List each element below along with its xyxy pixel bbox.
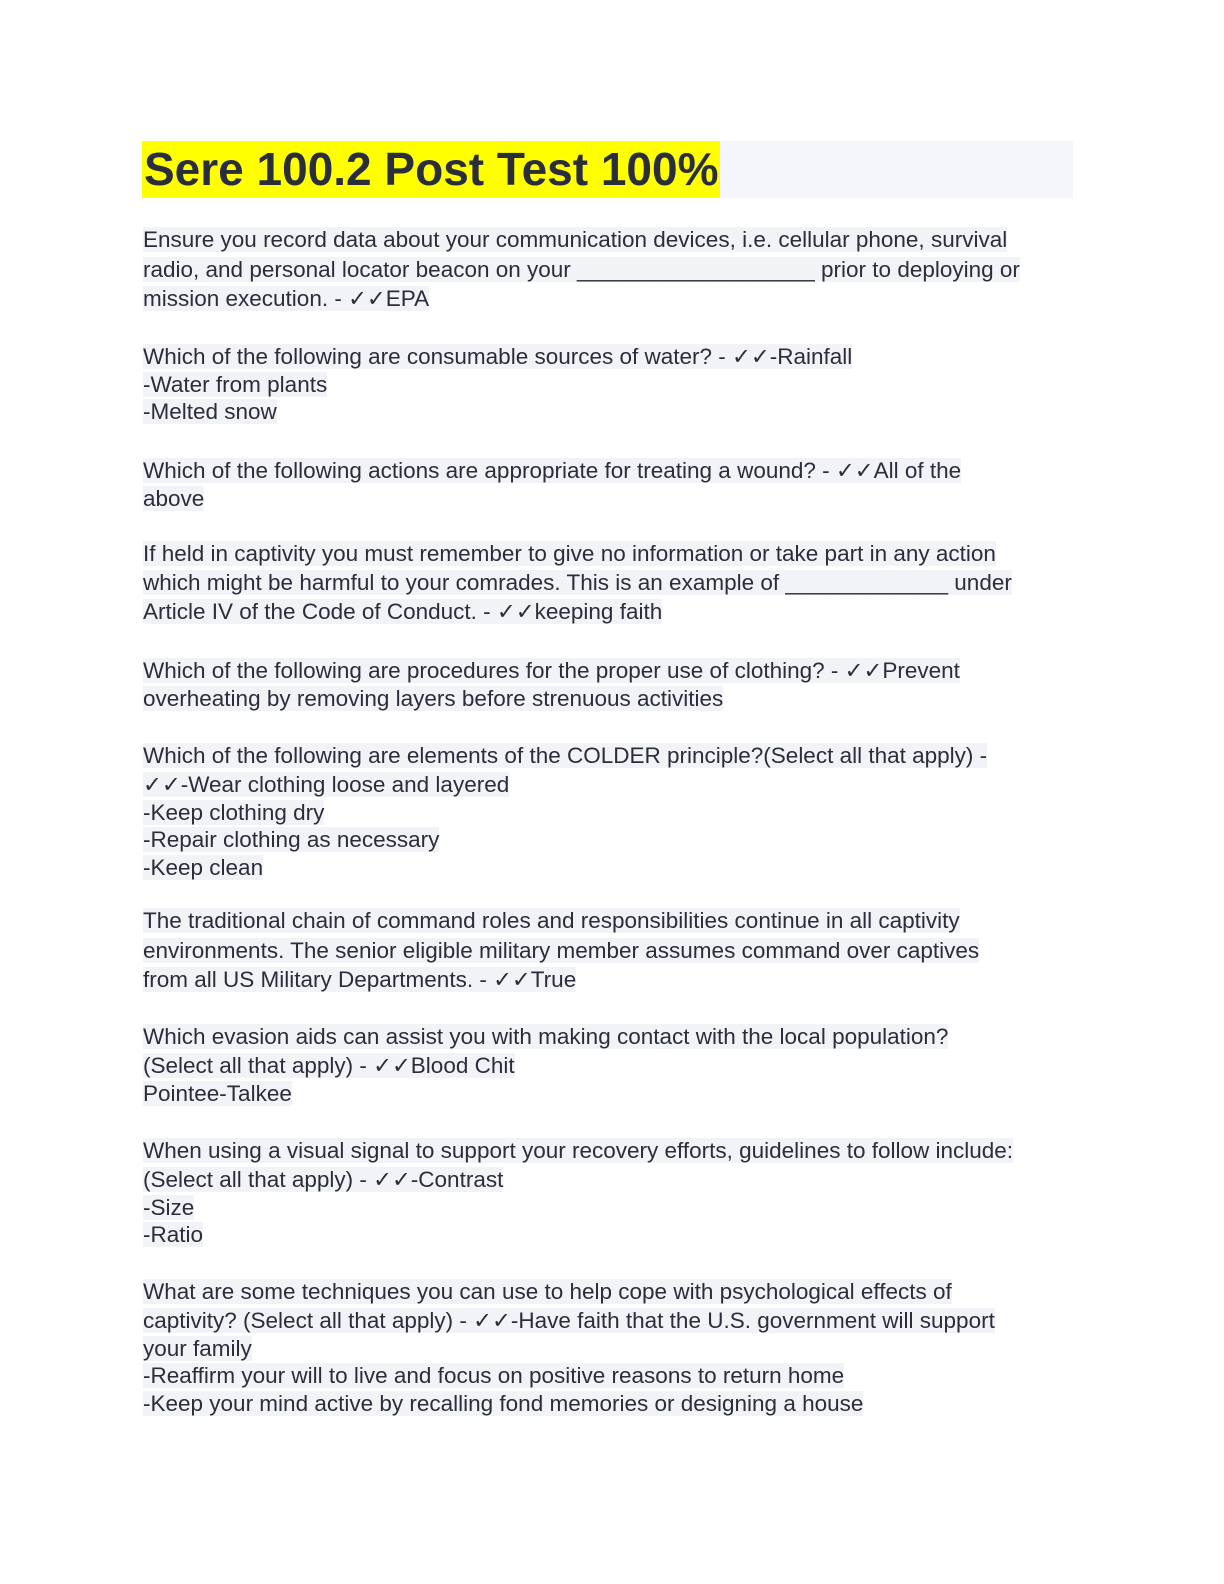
qa-item xyxy=(143,657,1083,713)
qa-item xyxy=(143,1276,1083,1418)
qa-line-text: Which of the following are elements of the COLDER principle?(Select all that apply) - xyxy=(143,743,988,768)
qa-line-text: -Melted snow xyxy=(143,399,277,424)
qa-line-text: environments. The senior eligible military member assumes command over captives xyxy=(143,938,980,963)
qa-line-text: -Water from plants xyxy=(143,372,328,397)
qa-line-text: which might be harmful to your comrades. This is an example of _____________ under xyxy=(143,570,1012,595)
qa-line-text: Which of the following actions are appropriate for treating a wound? - ✓✓All of the xyxy=(143,458,962,483)
qa-item xyxy=(143,343,1083,426)
document-title: Sere 100.2 Post Test 100% xyxy=(142,141,720,198)
qa-line-text: -Repair clothing as necessary xyxy=(143,827,440,852)
qa-line xyxy=(143,371,1083,398)
qa-line xyxy=(143,1021,1083,1052)
qa-line-text: Which of the following are consumable sources of water? - ✓✓-Rainfall xyxy=(143,344,853,369)
qa-line-text: Which evasion aids can assist you with making contact with the local population? xyxy=(143,1024,949,1049)
qa-line-text: your family xyxy=(143,1336,252,1361)
qa-line xyxy=(143,398,1083,426)
qa-item xyxy=(143,1135,1083,1249)
qa-line-text: What are some techniques you can use to help cope with psychological effects of xyxy=(143,1279,952,1304)
qa-line-text: Pointee-Talkee xyxy=(143,1081,292,1106)
qa-line xyxy=(143,1194,1083,1221)
qa-line xyxy=(143,567,1083,598)
qa-line xyxy=(143,771,1083,799)
title-band xyxy=(142,141,1073,198)
qa-line-text: (Select all that apply) - ✓✓Blood Chit xyxy=(143,1053,515,1078)
qa-line-text: overheating by removing layers before strenuous activities xyxy=(143,686,724,711)
qa-line xyxy=(143,1362,1083,1390)
qa-line xyxy=(143,907,1083,935)
qa-line xyxy=(143,285,1083,313)
qa-line-text: -Ratio xyxy=(143,1222,204,1247)
qa-line-text: -Reaffirm your will to live and focus on positive reasons to return home xyxy=(143,1363,845,1388)
qa-line xyxy=(143,343,1083,371)
qa-line xyxy=(143,657,1083,685)
qa-line-text: -Keep clothing dry xyxy=(143,800,325,825)
qa-line xyxy=(143,740,1083,771)
qa-item xyxy=(143,540,1083,626)
qa-item xyxy=(143,457,1083,513)
qa-line xyxy=(143,935,1083,966)
qa-line-text: If held in captivity you must remember to give no information or take part in any action xyxy=(143,541,996,566)
qa-item xyxy=(143,226,1083,313)
qa-line-text: mission execution. - ✓✓EPA xyxy=(143,286,430,311)
qa-line-text: ✓✓-Wear clothing loose and layered xyxy=(143,772,510,797)
qa-line-text: Article IV of the Code of Conduct. - ✓✓keeping faith xyxy=(143,599,663,624)
qa-line xyxy=(143,799,1083,826)
qa-line xyxy=(143,826,1083,854)
qa-item xyxy=(143,907,1083,994)
qa-line-text: radio, and personal locator beacon on your ___________________ prior to deploying or xyxy=(143,257,1020,282)
qa-line xyxy=(143,1276,1083,1307)
qa-line xyxy=(143,226,1083,254)
qa-line xyxy=(143,854,1083,882)
qa-line xyxy=(143,1166,1083,1194)
qa-line xyxy=(143,457,1083,485)
qa-line-text: The traditional chain of command roles and responsibilities continue in all captivity xyxy=(143,908,960,933)
qa-line-text: -Keep your mind active by recalling fond memories or designing a house xyxy=(143,1391,864,1416)
qa-line xyxy=(143,598,1083,626)
qa-line xyxy=(143,1307,1083,1335)
qa-line-text: Ensure you record data about your communication devices, i.e. cellular phone, survival xyxy=(143,227,1008,252)
qa-line xyxy=(143,1080,1083,1108)
qa-line xyxy=(143,254,1083,285)
qa-item xyxy=(143,740,1083,882)
qa-line-text: above xyxy=(143,486,205,511)
qa-line-text: captivity? (Select all that apply) - ✓✓-Have faith that the U.S. government will support xyxy=(143,1308,995,1333)
qa-line-text: (Select all that apply) - ✓✓-Contrast xyxy=(143,1167,504,1192)
qa-line xyxy=(143,1052,1083,1080)
qa-line xyxy=(143,1390,1083,1418)
qa-item xyxy=(143,1021,1083,1108)
qa-line xyxy=(143,1335,1083,1362)
qa-line xyxy=(143,1221,1083,1249)
qa-line-text: Which of the following are procedures for the proper use of clothing? - ✓✓Prevent xyxy=(143,658,960,683)
qa-line xyxy=(143,685,1083,713)
qa-line xyxy=(143,485,1083,513)
qa-line xyxy=(143,1135,1083,1166)
qa-line-text: -Size xyxy=(143,1195,195,1220)
qa-line xyxy=(143,540,1083,567)
qa-line xyxy=(143,966,1083,994)
qa-line-text: When using a visual signal to support your recovery efforts, guidelines to follow include: xyxy=(143,1138,1014,1163)
qa-line-text: -Keep clean xyxy=(143,855,264,880)
qa-line-text: from all US Military Departments. - ✓✓True xyxy=(143,967,577,992)
